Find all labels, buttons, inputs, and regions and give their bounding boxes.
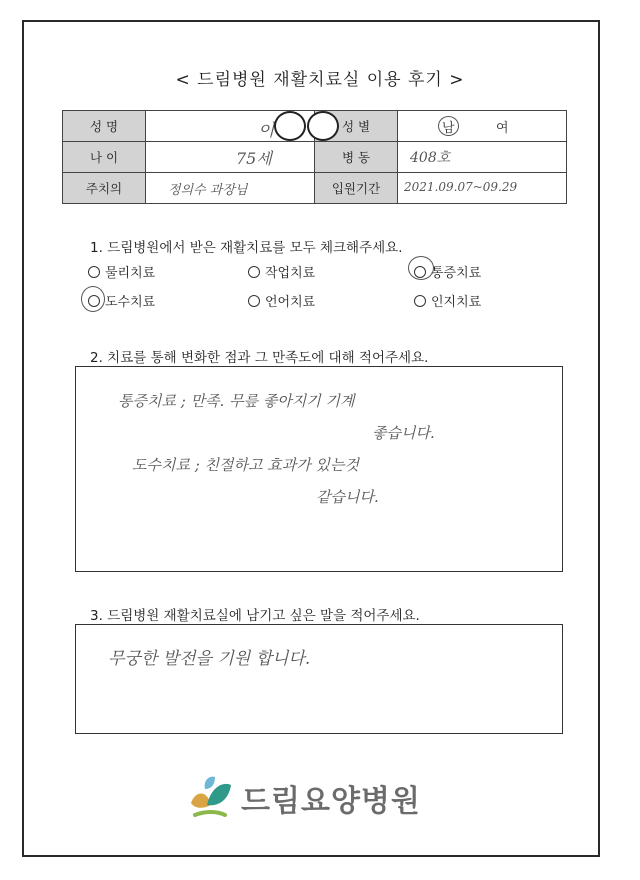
ward-cell — [398, 142, 567, 173]
question-2: 2. 치료를 통해 변화한 점과 그 만족도에 대해 적어주세요. — [90, 350, 429, 366]
name-cell — [146, 111, 315, 142]
age-value: 75세 — [236, 149, 272, 168]
radio-circle-icon[interactable] — [88, 266, 100, 278]
check-mark-circle — [81, 286, 105, 312]
answer-2-line-3: 도수치료 ; 친절하고 효과가 있는것 — [132, 456, 359, 474]
ward-label: 병 동 — [315, 142, 398, 173]
form-title: < 드림병원 재활치료실 이용 후기 > — [175, 70, 465, 90]
age-cell — [146, 142, 315, 173]
option-speech-therapy[interactable] — [248, 291, 315, 310]
doctor-value: 정의수 과장님 — [168, 183, 248, 198]
question-3: 3. 드림병원 재활치료실에 남기고 싶은 말을 적어주세요. — [90, 608, 420, 624]
doctor-cell — [146, 173, 315, 204]
answer-box-3[interactable] — [75, 624, 563, 734]
leaf-logo-icon — [185, 775, 235, 821]
hospital-logo — [185, 775, 421, 821]
gender-label: 성 별 — [315, 111, 398, 142]
name-label: 성 명 — [63, 111, 146, 142]
question-1: 1. 드림병원에서 받은 재활치료를 모두 체크해주세요. — [90, 240, 403, 256]
option-cognitive-therapy[interactable] — [414, 291, 481, 310]
age-label: 나 이 — [63, 142, 146, 173]
period-value: 2021.09.07~09.29 — [404, 180, 518, 194]
answer-3-line-1: 무궁한 발전을 기원 합니다. — [108, 649, 311, 669]
option-label: 언어치료 — [265, 295, 316, 310]
option-occupational-therapy[interactable] — [248, 262, 315, 281]
redaction-mark — [307, 111, 339, 141]
option-label: 물리치료 — [105, 266, 156, 281]
answer-2-line-1: 통증치료 ; 만족. 무릎 좋아지기 기계 — [118, 392, 355, 410]
option-label: 작업치료 — [265, 266, 316, 281]
logo-text: 드림요양병원 — [241, 784, 421, 819]
gender-male: 남 — [442, 121, 455, 136]
redaction-mark — [274, 111, 306, 141]
option-label: 인지치료 — [431, 295, 482, 310]
radio-circle-icon[interactable] — [414, 295, 426, 307]
option-label: 도수치료 — [105, 295, 156, 310]
selection-circle-mark — [438, 116, 459, 136]
option-label: 통증치료 — [431, 266, 482, 281]
gender-cell — [398, 111, 567, 142]
option-physical-therapy[interactable] — [88, 262, 155, 281]
doctor-label: 주치의 — [63, 173, 146, 204]
gender-female: 여 — [496, 121, 509, 136]
period-label: 입원기간 — [315, 173, 398, 204]
period-cell — [398, 173, 567, 204]
name-value: 이 — [258, 121, 275, 141]
radio-circle-icon[interactable] — [248, 266, 260, 278]
answer-2-line-4: 같습니다. — [316, 488, 379, 506]
radio-circle-icon[interactable] — [248, 295, 260, 307]
patient-info-table — [62, 110, 567, 204]
check-mark-circle — [408, 256, 434, 280]
ward-value: 408호 — [410, 150, 451, 166]
answer-2-line-2: 좋습니다. — [372, 424, 435, 442]
